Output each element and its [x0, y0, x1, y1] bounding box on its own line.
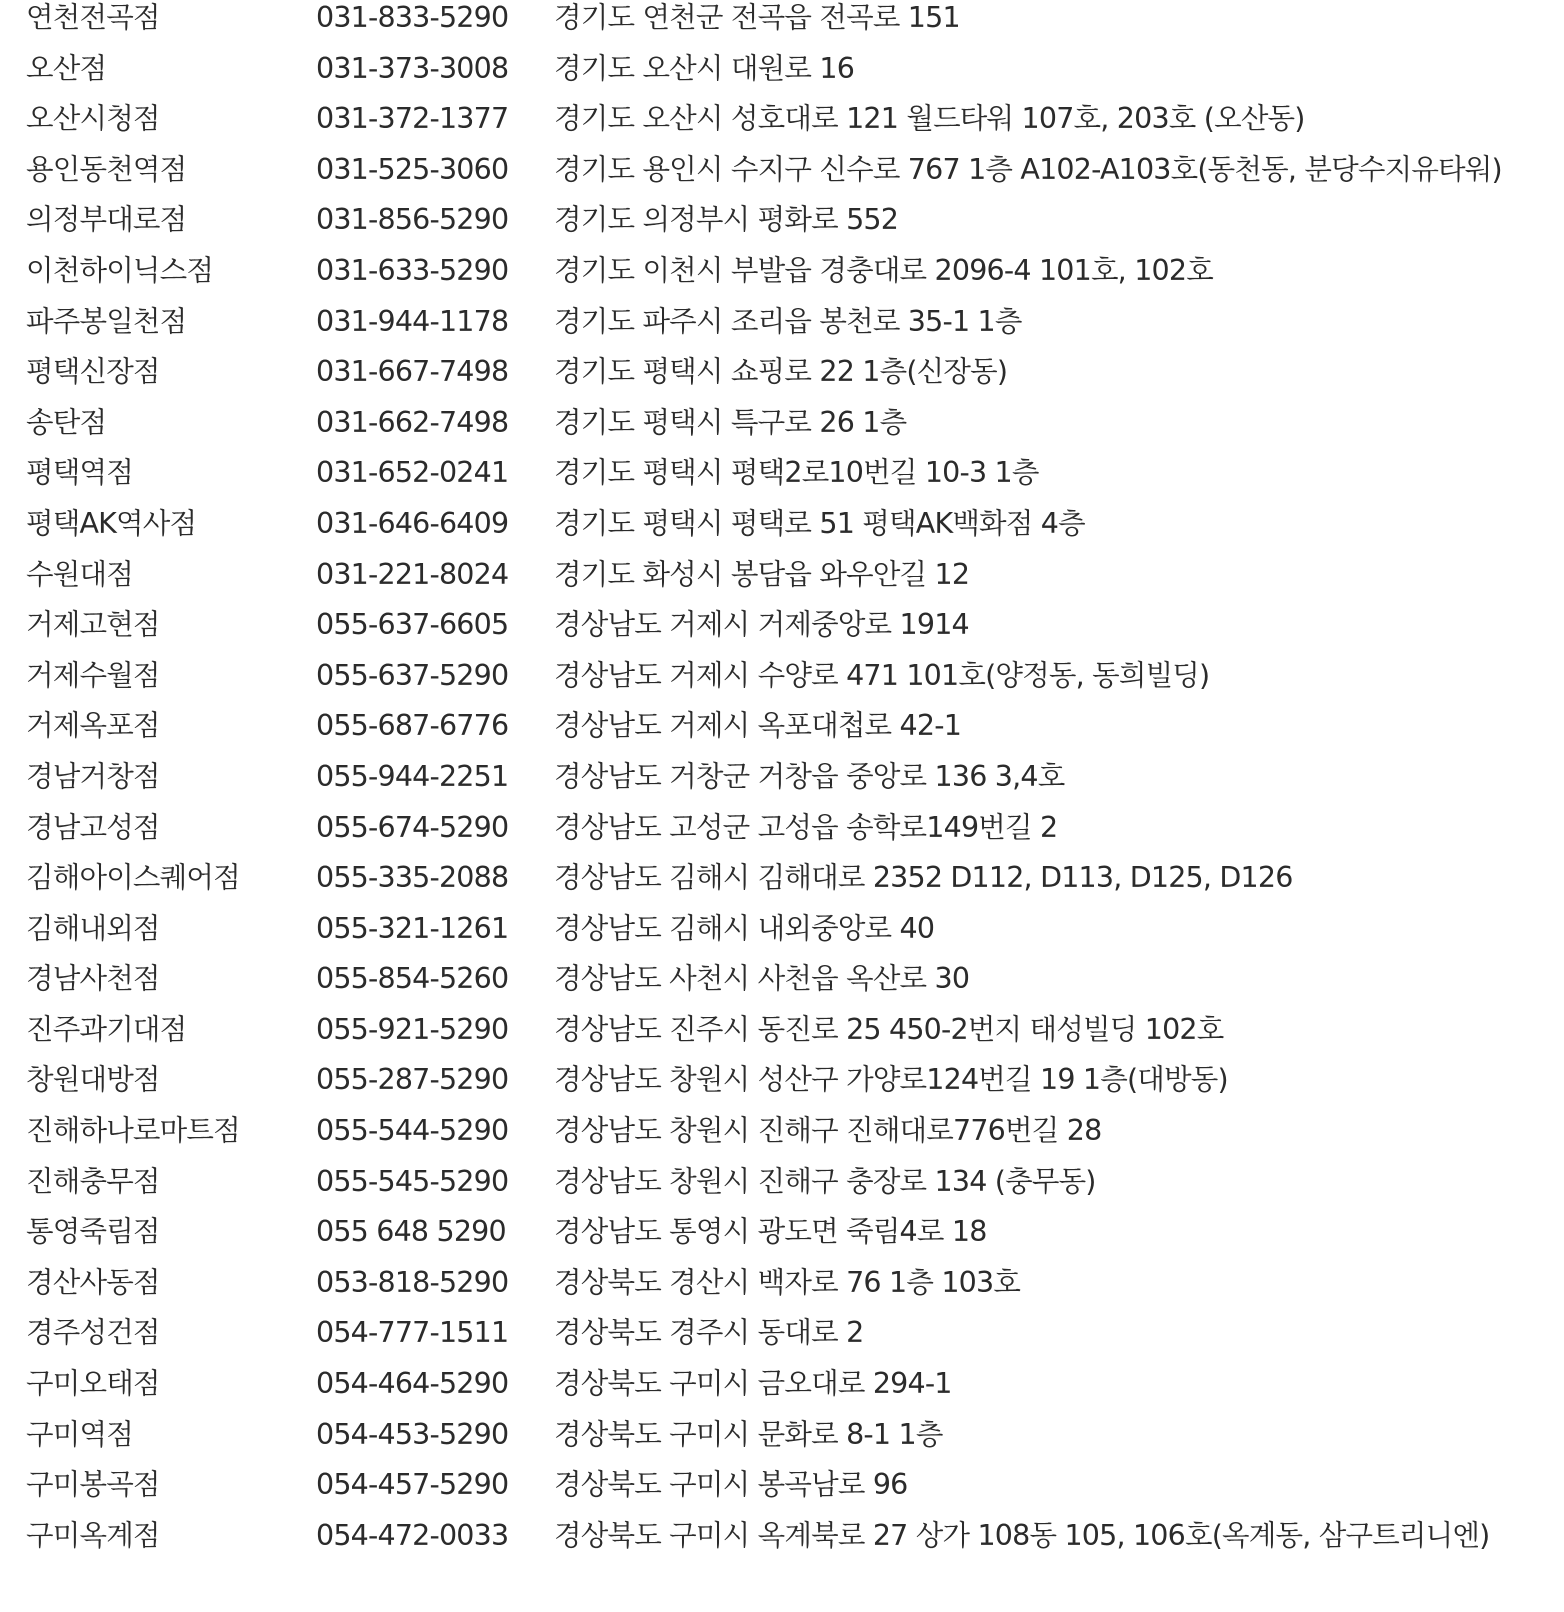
store-address: 경기도 이천시 부발읍 경충대로 2096-4 101호, 102호	[554, 253, 1213, 287]
store-row	[0, 1410, 1564, 1461]
store-name: 창원대방점	[26, 1063, 160, 1097]
store-phone: 054-453-5290	[316, 1417, 509, 1451]
store-phone: 031-856-5290	[316, 203, 509, 237]
store-row	[0, 499, 1564, 550]
store-phone: 055-287-5290	[316, 1063, 509, 1097]
store-phone: 031-646-6409	[316, 506, 509, 540]
store-address: 경상남도 창원시 성산구 가양로124번길 19 1층(대방동)	[554, 1063, 1228, 1097]
store-phone: 055-321-1261	[316, 911, 509, 945]
store-name: 용인동천역점	[26, 152, 187, 186]
store-address: 경상남도 사천시 사천읍 옥산로 30	[554, 962, 970, 996]
store-phone: 055-335-2088	[316, 861, 509, 895]
store-address: 경상남도 고성군 고성읍 송학로149번길 2	[554, 810, 1058, 844]
store-name: 구미옥계점	[26, 1518, 160, 1552]
store-phone: 031-525-3060	[316, 152, 509, 186]
store-phone: 055-545-5290	[316, 1164, 509, 1198]
store-phone: 031-633-5290	[316, 253, 509, 287]
store-phone: 031-372-1377	[316, 102, 509, 136]
store-name: 통영죽림점	[26, 1215, 160, 1249]
store-address: 경기도 연천군 전곡읍 전곡로 151	[554, 1, 960, 34]
store-row	[0, 1005, 1564, 1056]
store-name: 수원대점	[26, 557, 133, 591]
store-address: 경상남도 김해시 내외중앙로 40	[554, 911, 935, 945]
store-phone: 055-921-5290	[316, 1012, 509, 1046]
store-row	[0, 297, 1564, 348]
store-row	[0, 1511, 1564, 1562]
store-row	[0, 600, 1564, 651]
store-name: 거제수월점	[26, 658, 160, 692]
store-row	[0, 904, 1564, 955]
store-address: 경기도 파주시 조리읍 봉천로 35-1 1층	[554, 304, 1022, 338]
store-phone: 054-464-5290	[316, 1367, 509, 1401]
store-row	[0, 246, 1564, 297]
store-name: 파주봉일천점	[26, 304, 187, 338]
store-address: 경상남도 진주시 동진로 25 450-2번지 태성빌딩 102호	[554, 1012, 1224, 1046]
store-address: 경기도 평택시 특구로 26 1층	[554, 405, 907, 439]
store-row	[0, 550, 1564, 601]
store-row	[0, 1258, 1564, 1309]
store-phone: 055-687-6776	[316, 709, 509, 743]
store-phone: 031-944-1178	[316, 304, 509, 338]
store-name: 의정부대로점	[26, 203, 187, 237]
store-address: 경상남도 창원시 진해구 충장로 134 (충무동)	[554, 1164, 1096, 1198]
store-address: 경상북도 구미시 금오대로 294-1	[554, 1367, 952, 1401]
store-phone: 031-662-7498	[316, 405, 509, 439]
store-phone: 055-944-2251	[316, 759, 509, 793]
store-name: 평택신장점	[26, 355, 160, 389]
store-phone: 031-833-5290	[316, 1, 509, 34]
store-name: 김해내외점	[26, 911, 160, 945]
store-address: 경상남도 거창군 거창읍 중앙로 136 3,4호	[554, 759, 1065, 793]
store-address: 경상남도 거제시 옥포대첩로 42-1	[554, 709, 962, 743]
store-name: 평택역점	[26, 456, 133, 490]
store-row	[0, 1106, 1564, 1157]
store-row	[0, 448, 1564, 499]
store-name: 구미봉곡점	[26, 1468, 160, 1502]
store-row	[0, 44, 1564, 95]
store-name: 진주과기대점	[26, 1012, 187, 1046]
store-name: 진해충무점	[26, 1164, 160, 1198]
store-row	[0, 1359, 1564, 1410]
store-name: 경남사천점	[26, 962, 160, 996]
store-row	[0, 701, 1564, 752]
store-row	[0, 1308, 1564, 1359]
store-phone: 031-667-7498	[316, 355, 509, 389]
store-address: 경기도 평택시 쇼핑로 22 1층(신장동)	[554, 355, 1008, 389]
store-address: 경기도 용인시 수지구 신수로 767 1층 A102-A103호(동천동, 분당수지유타워)	[554, 152, 1502, 186]
store-address: 경상남도 거제시 거제중앙로 1914	[554, 608, 969, 642]
store-phone: 055-854-5260	[316, 962, 509, 996]
store-name: 연천전곡점	[26, 1, 160, 34]
store-phone: 031-373-3008	[316, 51, 509, 85]
store-phone: 055-674-5290	[316, 810, 509, 844]
store-address: 경기도 오산시 성호대로 121 월드타워 107호, 203호 (오산동)	[554, 102, 1305, 136]
store-name: 김해아이스퀘어점	[26, 861, 240, 895]
store-row	[0, 1157, 1564, 1208]
store-address: 경기도 평택시 평택2로10번길 10-3 1층	[554, 456, 1039, 490]
store-address: 경기도 화성시 봉담읍 와우안길 12	[554, 557, 970, 591]
store-address: 경상북도 구미시 봉곡남로 96	[554, 1468, 908, 1502]
store-row	[0, 398, 1564, 449]
store-row	[0, 752, 1564, 803]
store-row	[0, 1460, 1564, 1511]
store-address: 경기도 오산시 대원로 16	[554, 51, 855, 85]
store-address: 경상남도 통영시 광도면 죽림4로 18	[554, 1215, 987, 1249]
store-row	[0, 853, 1564, 904]
store-phone: 054-777-1511	[316, 1316, 509, 1350]
store-phone: 053-818-5290	[316, 1265, 509, 1299]
store-phone: 055-544-5290	[316, 1114, 509, 1148]
store-name: 거제옥포점	[26, 709, 160, 743]
store-row	[0, 347, 1564, 398]
store-name: 송탄점	[26, 405, 107, 439]
store-name: 경산사동점	[26, 1265, 160, 1299]
store-row	[0, 803, 1564, 854]
store-phone: 031-221-8024	[316, 557, 509, 591]
store-address: 경상남도 창원시 진해구 진해대로776번길 28	[554, 1114, 1102, 1148]
store-phone: 031-652-0241	[316, 456, 509, 490]
store-name: 구미역점	[26, 1417, 133, 1451]
store-name: 경남거창점	[26, 759, 160, 793]
store-phone: 055-637-5290	[316, 658, 509, 692]
store-row	[0, 651, 1564, 702]
store-name: 오산시청점	[26, 102, 160, 136]
store-row	[0, 1207, 1564, 1258]
store-row	[0, 145, 1564, 196]
store-name: 거제고현점	[26, 608, 160, 642]
store-name: 경남고성점	[26, 810, 160, 844]
store-name: 이천하이닉스점	[26, 253, 214, 287]
store-address: 경상북도 구미시 문화로 8-1 1층	[554, 1417, 943, 1451]
store-name: 평택AK역사점	[26, 506, 197, 540]
store-row	[0, 0, 1564, 44]
store-row	[0, 94, 1564, 145]
store-address: 경상북도 구미시 옥계북로 27 상가 108동 105, 106호(옥계동, 삼구트리니엔)	[554, 1518, 1490, 1552]
store-address: 경상남도 거제시 수양로 471 101호(양정동, 동희빌딩)	[554, 658, 1210, 692]
store-name: 경주성건점	[26, 1316, 160, 1350]
store-address: 경상북도 경주시 동대로 2	[554, 1316, 864, 1350]
store-phone: 055 648 5290	[316, 1215, 506, 1249]
store-phone: 054-472-0033	[316, 1518, 509, 1552]
store-name: 진해하나로마트점	[26, 1114, 240, 1148]
store-address: 경기도 의정부시 평화로 552	[554, 203, 899, 237]
store-address: 경기도 평택시 평택로 51 평택AK백화점 4층	[554, 506, 1085, 540]
store-row	[0, 954, 1564, 1005]
store-address: 경상북도 경산시 백자로 76 1층 103호	[554, 1265, 1021, 1299]
store-row	[0, 195, 1564, 246]
store-name: 구미오태점	[26, 1367, 160, 1401]
store-address: 경상남도 김해시 김해대로 2352 D112, D113, D125, D126	[554, 861, 1293, 895]
store-phone: 054-457-5290	[316, 1468, 509, 1502]
store-row	[0, 1055, 1564, 1106]
store-phone: 055-637-6605	[316, 608, 509, 642]
store-name: 오산점	[26, 51, 107, 85]
